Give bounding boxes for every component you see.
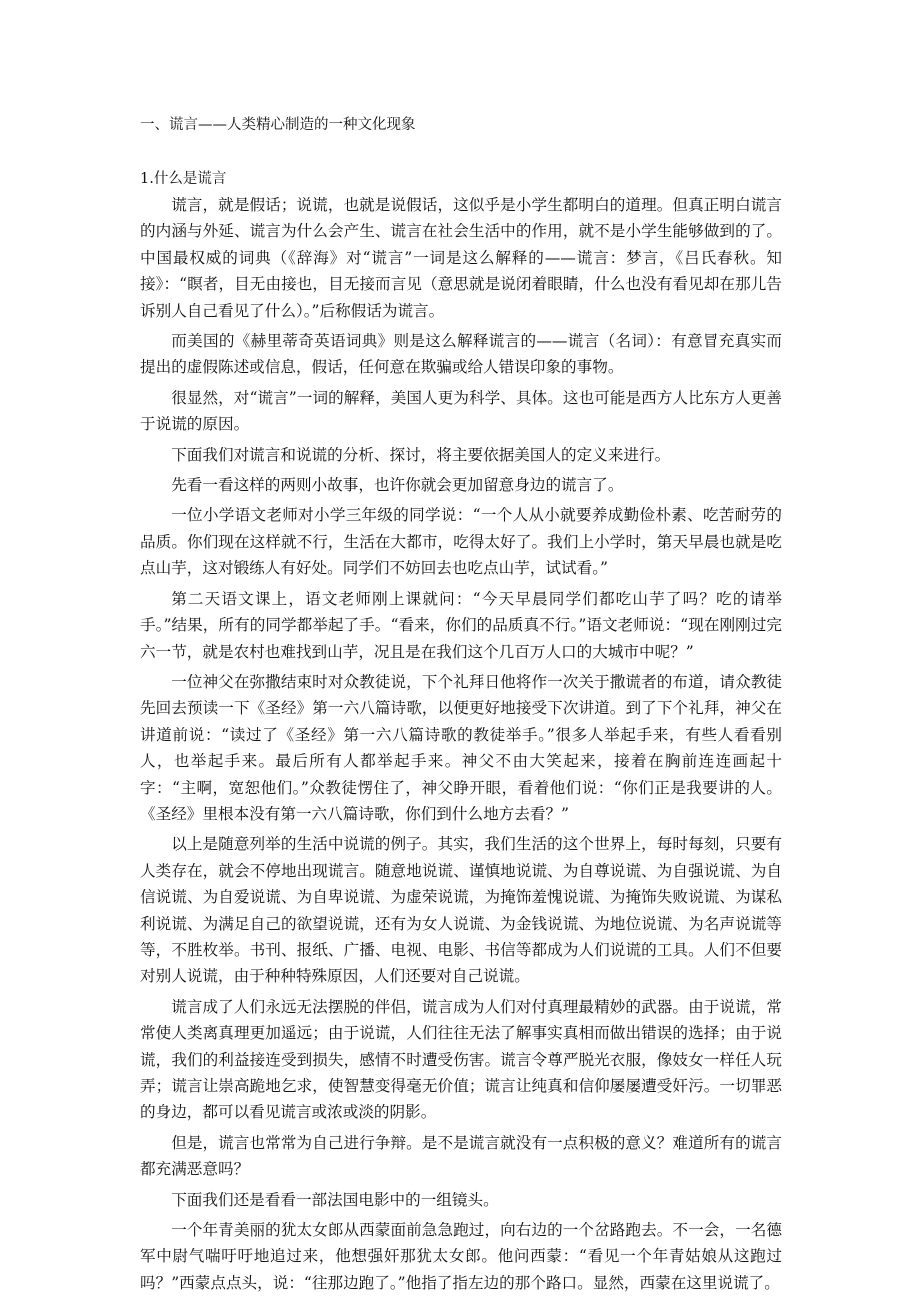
paragraph: 而美国的《赫里蒂奇英语词典》则是这么解释谎言的——谎言（名词）：有意冒充真实而提出的虚假陈述或信息，假话，任何意在欺骗或给人错误印象的事物。	[140, 332, 782, 377]
paragraph: 下面我们还是看看一部法国电影中的一组镜头。	[171, 1190, 499, 1209]
subsection-heading: 1.什么是谎言	[140, 171, 227, 187]
paragraph: 很显然，对“谎言”一词的解释，美国人更为科学、具体。这也可能是西方人比东方人更善于说谎的原因。	[140, 388, 782, 434]
paragraph: 下面我们对谎言和说谎的分析、探讨，将主要依据美国人的定义来进行。	[171, 445, 671, 464]
paragraph: 谎言，就是假话；说谎，也就是说假话，这似乎是小学生都明白的道理。但真正明白谎言的内涵与外延、谎言为什么会产生、谎言在社会生活中的作用，就不是小学生能够做到的了。中国最权威的词典（《辞海》对“谎言”一词是这么解释的——谎言：梦言，《吕氏春秋。知接》：“瞑者，目无由接也，目无接而言见（意思就是说闭着眼睛，什么也没有看见却在那儿告诉别人自己看见了什么）。”后称假话为谎言。	[140, 196, 782, 320]
paragraph: 一位小学语文老师对小学三年级的同学说：“一个人从小就要养成勤俭朴素、吃苦耐劳的品质。你们现在这样就不行，生活在大都市，吃得太好了。我们上小学时，第天早晨也就是吃点山芋，这对锻练人有好处。同学们不妨回去也吃点山芋，试试看。”	[140, 506, 782, 578]
document-page	[140, 112, 782, 1300]
paragraph: 第二天语文课上，语文老师刚上课就问：“今天早晨同学们都吃山芋了吗？吃的请举手。”结果，所有的同学都举起了手。“看来，你们的品质真不行。”语文老师说：“现在刚刚过完六一节，就是农村也难找到山芋，况且是在我们这个几百万人口的大城市中呢？”	[140, 589, 782, 661]
paragraph: 一位神父在弥撒结束时对众教徒说，下个礼拜日他将作一次关于撒谎者的布道，请众教徒先回去预读一下《圣经》第一六八篇诗歌，以便更好地接受下次讲道。到了下个礼拜，神父在讲道前说：“读过了《圣经》第一六八篇诗歌的教徒举手。”很多人举起手来，有些人看看别人，也举起手来。最后所有人都举起手来。神父不由大笑起来，接着在胸前连连画起十字：“主啊，宽恕他们。”众教徒愣住了，神父睁开眼，看着他们说：“你们正是我要讲的人。《圣经》里根本没有第一六八篇诗歌，你们到什么地方去看？”	[140, 672, 782, 823]
paragraph: 但是，谎言也常常为自己进行争辩。是不是谎言就没有一点积极的意义？难道所有的谎言都充满恶意吗？	[140, 1133, 782, 1179]
paragraph: 以上是随意列举的生活中说谎的例子。其实，我们生活的这个世界上，每时每刻，只要有人类存在，就会不停地出现谎言。随意地说谎、谨慎地说谎、为自尊说谎、为自强说谎、为自信说谎、为自爱说谎、为自卑说谎、为虚荣说谎，为掩饰羞愧说谎、为掩饰失败说谎、为谋私利说谎、为满足自己的欲望说谎，还有为女人说谎、为金钱说谎、为地位说谎、为名声说谎等等，不胜枚举。书刊、报纸、广播、电视、电影、书信等都成为人们说谎的工具。人们不但要对别人说谎，由于种种特殊原因，人们还要对自己说谎。	[140, 835, 782, 986]
paragraph: 先看一看这样的两则小故事，也许你就会更加留意身边的谎言了。	[171, 476, 624, 495]
section-heading: 一、谎言——人类精心制造的一种文化现象	[140, 117, 416, 133]
paragraph: 谎言成了人们永远无法摆脱的伴侣，谎言成为人们对付真理最精妙的武器。由于说谎，常常使人类离真理更加遥远；由于说谎，人们往往无法了解事实真相而做出错误的选择；由于说谎，我们的利益接连受到损失，感情不时遭受伤害。谎言令尊严脱光衣服，像妓女一样任人玩弄；谎言让崇高跪地乞求，使智慧变得毫无价值；谎言让纯真和信仰屡屡遭受奸污。一切罪恶的身边，都可以看见谎言或浓或淡的阴影。	[140, 997, 782, 1122]
paragraph: 一个年青美丽的犹太女郎从西蒙面前急急跑过，向右边的一个岔路跑去。不一会，一名德军中尉气喘吁吁地追过来，他想强奸那犹太女郎。他问西蒙：“看见一个年青姑娘从这跑过吗？”西蒙点点头，说：“往那边跑了。”他指了指左边的那个路口。显然，西蒙在这里说谎了。	[140, 1221, 782, 1292]
